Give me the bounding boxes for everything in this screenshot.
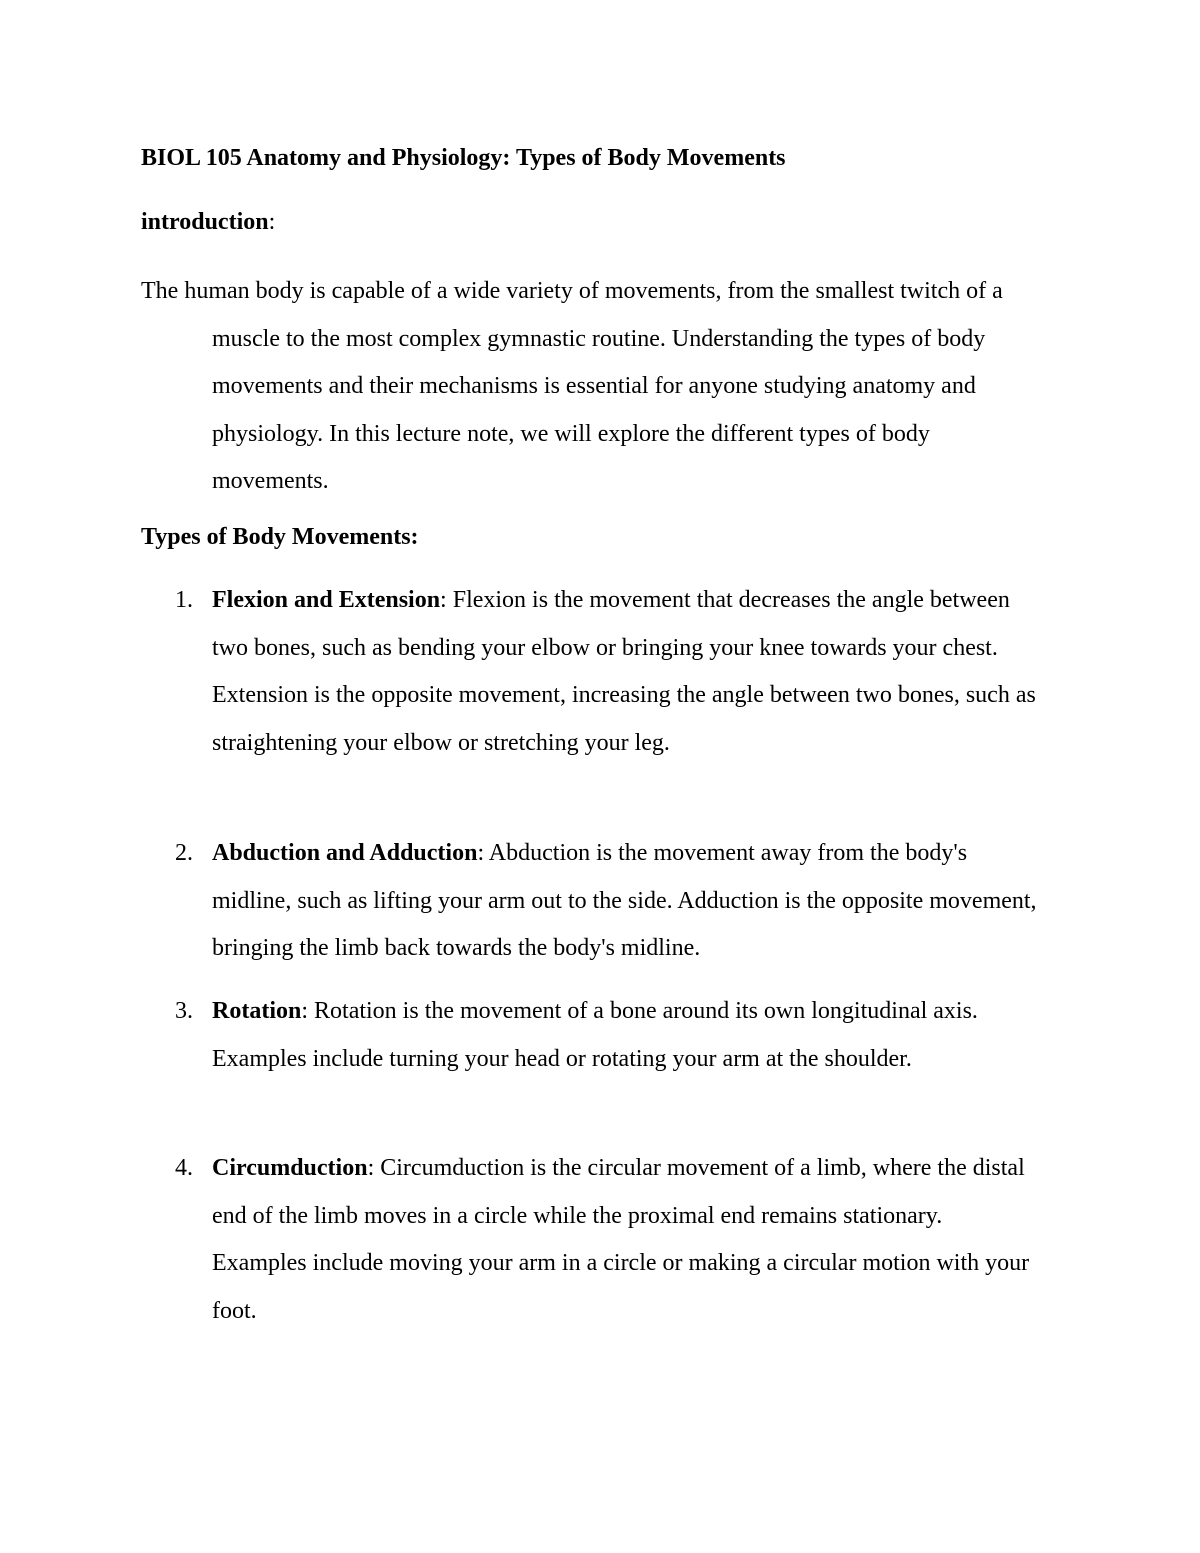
- list-item-abduction-adduction: [141, 830, 1041, 973]
- list-item-circumduction: [141, 1145, 1041, 1335]
- list-number: 2.: [175, 840, 193, 866]
- intro-heading-colon: :: [268, 209, 276, 235]
- list-item-separator: :: [301, 998, 315, 1024]
- intro-heading: [141, 206, 275, 238]
- intro-heading-text: introduction: [141, 209, 269, 235]
- intro-paragraph: The human body is capable of a wide variety of movements, from the smallest twitch of a muscle to the most complex gymnastic routine. Understanding the types of body movements and their mechanisms is essential for anyone studying anatomy and physiology. In this lecture note, we will explore the different types of body movements.: [141, 278, 1003, 494]
- list-item-text: Flexion is the movement that decreases the angle between two bones, such as bending your elbow or bringing your knee towards your chest. Extension is the opposite movement, increasing the angle between two bones, such as straightening your elbow or stretching your leg.: [212, 587, 1036, 756]
- list-item-separator: :: [440, 587, 453, 613]
- list-item-term: Abduction and Adduction: [212, 840, 478, 866]
- list-item-term: Rotation: [212, 998, 302, 1024]
- list-item-text: Abduction is the movement away from the body's midline, such as lifting your arm out to the side. Adduction is the opposite movement, bringing the limb back towards the body's midline.: [212, 840, 1037, 961]
- list-item-text: Circumduction is the circular movement of a limb, where the distal end of the limb moves in a circle while the proximal end remains stationary. Examples include moving your arm in a circle or making a circular motion with your foot.: [212, 1155, 1030, 1324]
- list-number: 4.: [175, 1155, 193, 1181]
- types-heading: Types of Body Movements:: [141, 524, 419, 550]
- list-item-term: Flexion and Extension: [212, 587, 441, 613]
- list-item-term: Circumduction: [212, 1155, 368, 1181]
- list-item-separator: :: [367, 1155, 381, 1181]
- list-number: 3.: [175, 998, 193, 1024]
- list-number: 1.: [175, 587, 193, 613]
- list-item-rotation: [141, 988, 1041, 1083]
- list-item-text: Rotation is the movement of a bone around its own longitudinal axis. Examples include turning your head or rotating your arm at the shoulder.: [212, 998, 978, 1072]
- document-title: BIOL 105 Anatomy and Physiology: Types of Body Movements: [141, 145, 786, 171]
- list-item-separator: :: [477, 840, 489, 866]
- list-item-flexion-extension: [141, 577, 1041, 767]
